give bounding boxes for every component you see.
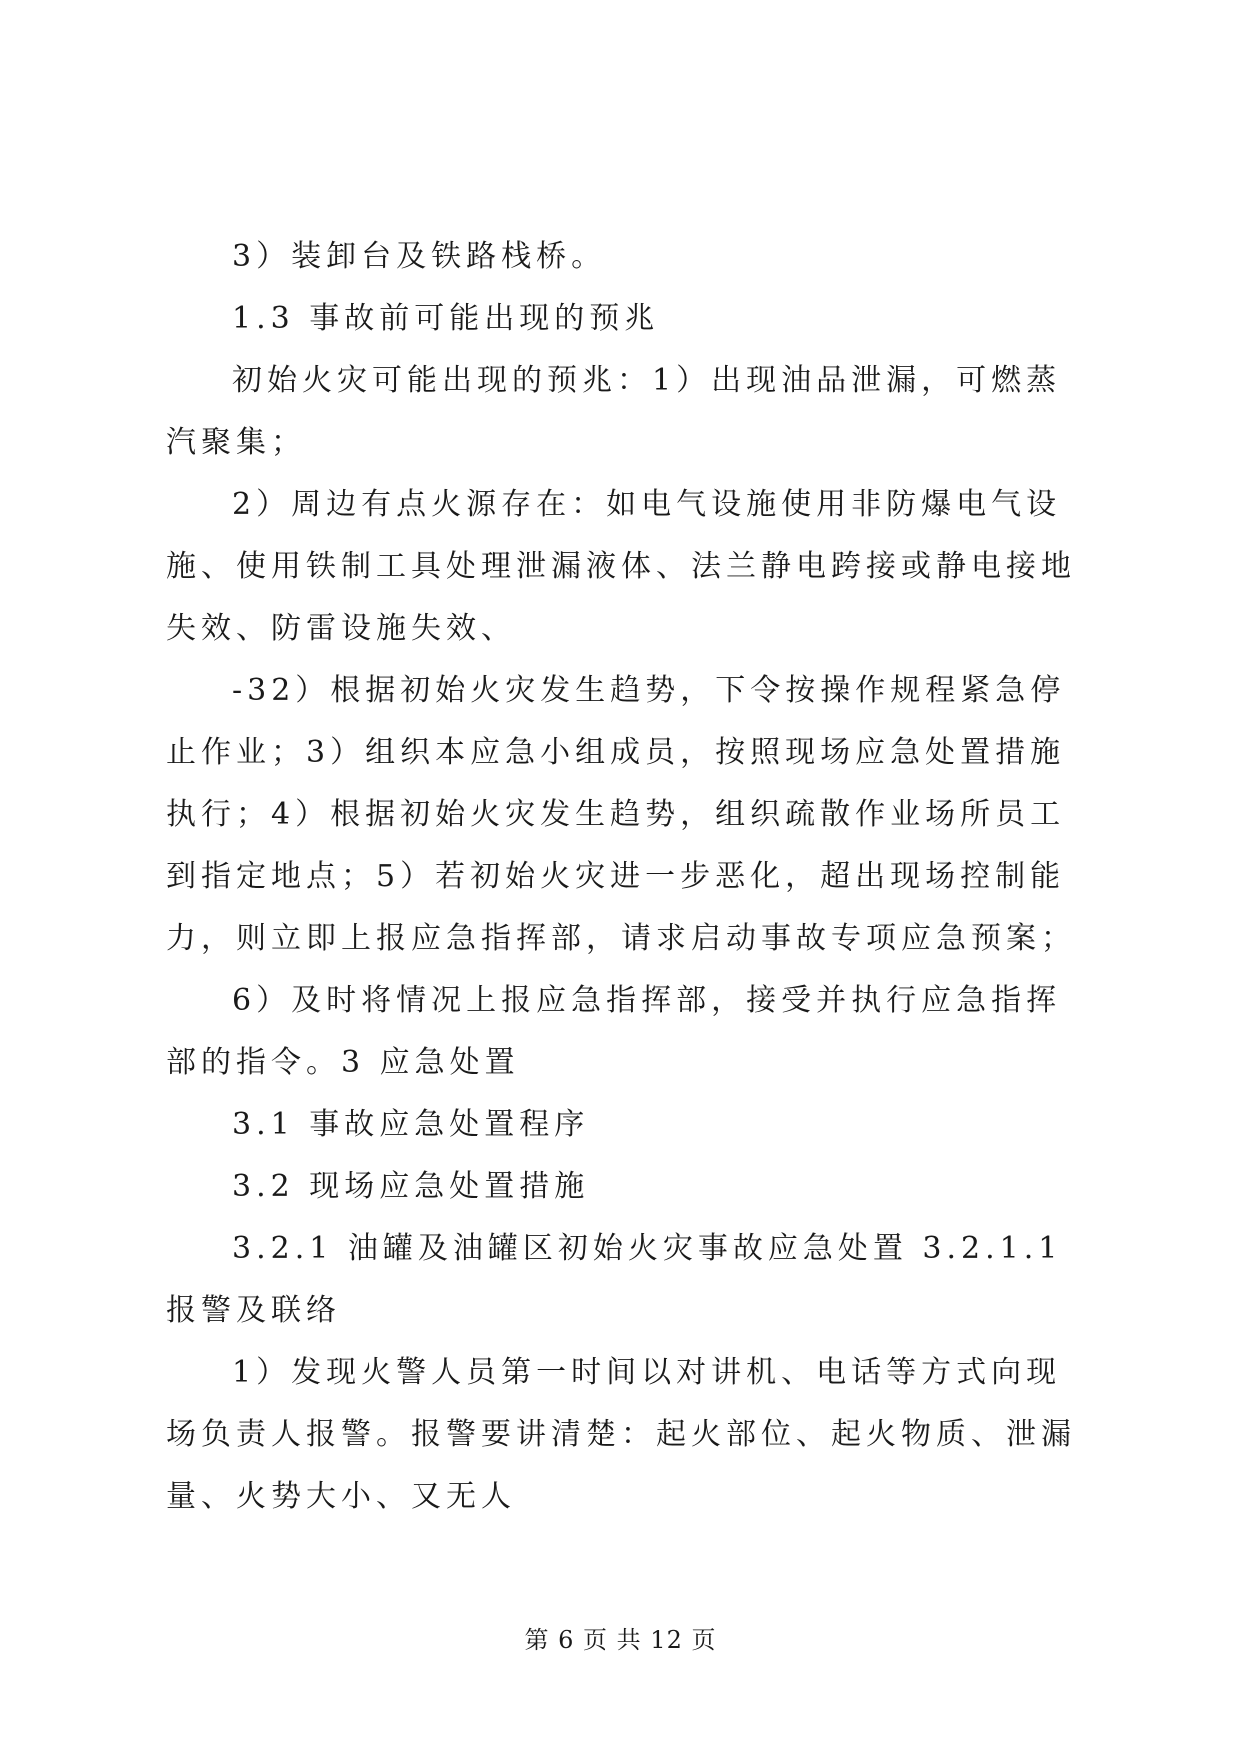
- paragraph-10: 1）发现火警人员第一时间以对讲机、电话等方式向现场负责人报警。报警要讲清楚：起火部位、起火物质、泄漏量、火势大小、又无人: [166, 1355, 1076, 1514]
- paragraph-9: 3.2.1 油罐及油罐区初始火灾事故应急处置 3.2.1.1 报警及联络: [166, 1231, 1077, 1328]
- paragraph-4: 2）周边有点火源存在：如电气设施使用非防爆电气设施、使用铁制工具处理泄漏液体、法兰静电跨接或静电接地失效、防雷设施失效、: [166, 487, 1076, 646]
- paragraph-8: 3.2 现场应急处置措施: [232, 1169, 590, 1204]
- paragraph-6: 6）及时将情况上报应急指挥部，接受并执行应急指挥部的指令。3 应急处置: [166, 983, 1062, 1080]
- paragraph-5: -32）根据初始火灾发生趋势，下令按操作规程紧急停止作业；3）组织本应急小组成员，按照现场应急处置措施执行；4）根据初始火灾发生趋势，组织疏散作业场所员工到指定地点；5）若初始火灾进一步恶化，超出现场控制能力，则立即上报应急指挥部，请求启动事故专项应急预案；: [166, 673, 1076, 956]
- paragraph-7: 3.1 事故应急处置程序: [232, 1107, 590, 1142]
- page-footer: 第 6 页 共 12 页: [524, 1626, 717, 1654]
- paragraph-3: 初始火灾可能出现的预兆：1）出现油品泄漏，可燃蒸汽聚集；: [166, 363, 1062, 460]
- document-body: [166, 226, 1090, 1528]
- paragraph-1: 3）装卸台及铁路栈桥。: [232, 239, 607, 274]
- paragraph-2: 1.3 事故前可能出现的预兆: [232, 301, 660, 336]
